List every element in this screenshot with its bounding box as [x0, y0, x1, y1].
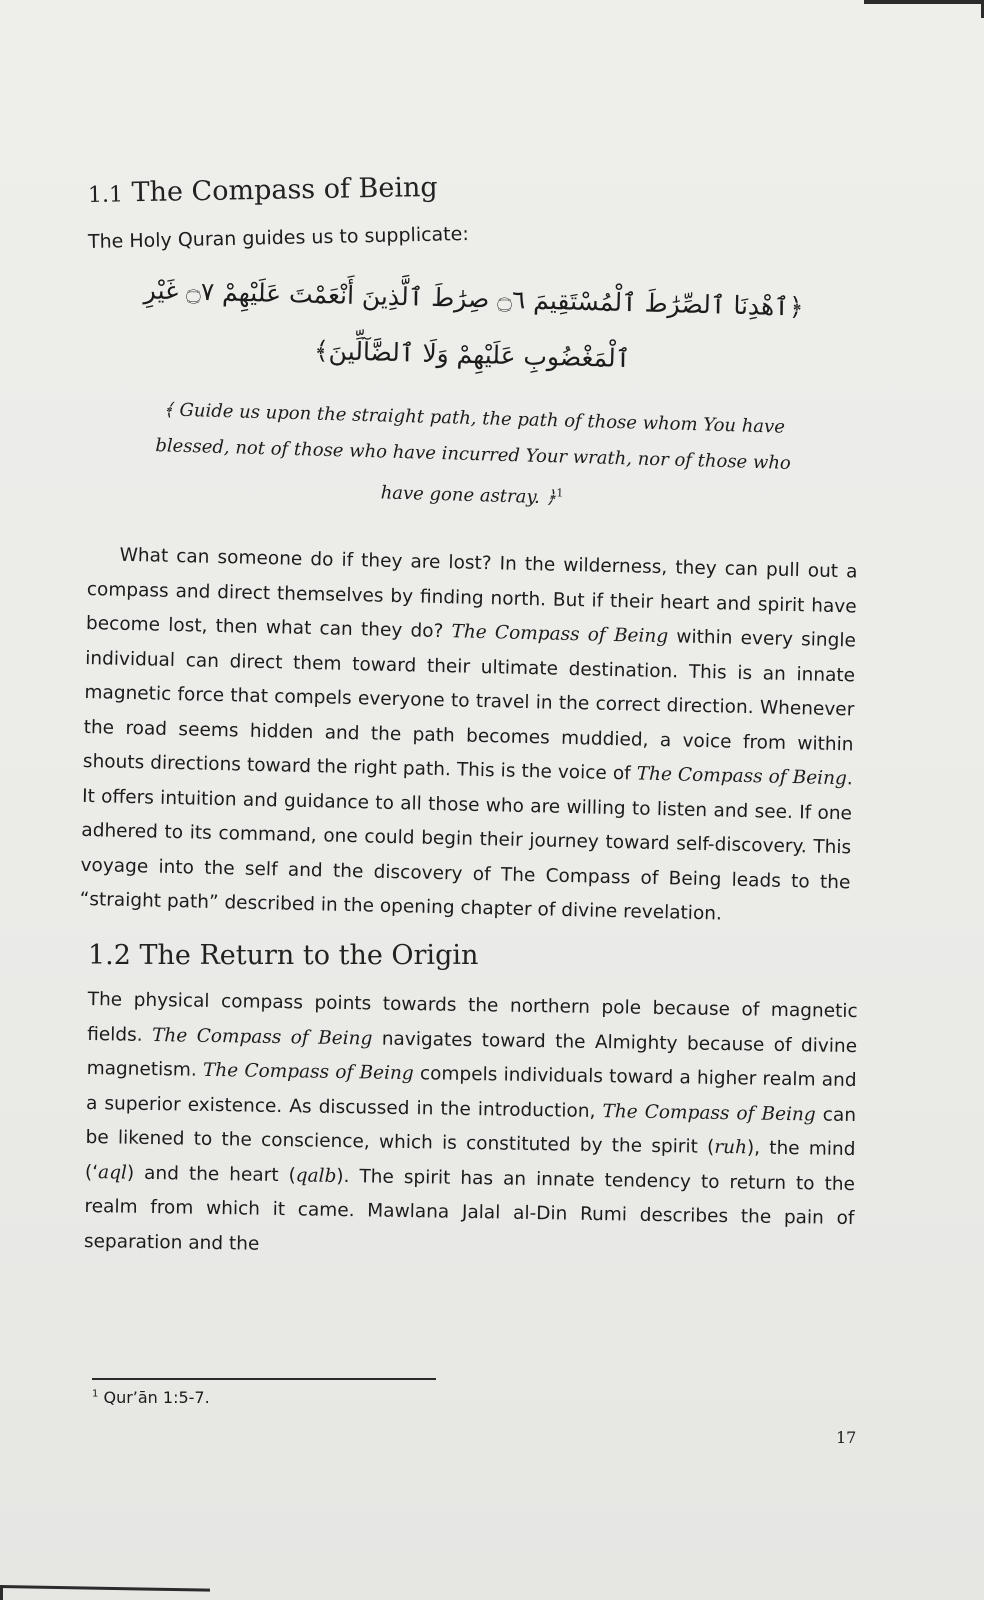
italic-term: qalb: [295, 1164, 337, 1186]
section-title: The Compass of Being: [131, 171, 438, 209]
arabic-verse-line-2: ٱلْمَغْضُوبِ عَلَيْهِمْ وَلَا ٱلضَّآلِّينَ﴾: [313, 335, 631, 374]
paragraph-text: ). The spirit has an innate tendency to return to the realm from which it came. Mawlana Jalal al-Din Rumi describes the pain of separation and the: [83, 1164, 856, 1254]
footnote: [92, 1388, 210, 1407]
section-heading-1-2: 1.2 The Return to the Origin: [88, 939, 479, 971]
italic-term: aql: [97, 1161, 128, 1183]
paragraph-text: The physical compass points towards the northern pole because of magnetic fields.: [87, 988, 858, 1046]
italic-term: The Compass of Being: [636, 763, 848, 790]
paragraph-text: ), the mind (‘: [84, 1136, 856, 1183]
page-number: 17: [836, 1428, 857, 1447]
arabic-verse: [87, 261, 860, 393]
paragraph-text: . It offers intuition and guidance to all those who are willing to listen and see. If one adhered to its command, one could begin their journey toward self-discovery. This voyage into the self and the discovery of The Compass of Being leads to the “straight path” described in the opening chapter of divine revelation.: [79, 768, 853, 925]
page-content: [79, 171, 858, 1259]
footnote-divider: [92, 1378, 436, 1380]
page-edge-top: [864, 0, 984, 4]
section-heading-1-1: [88, 165, 858, 209]
verse-translation-text: ﴾ Guide us upon the straight path, the path of those whom You have blessed, not of those who have incurred Your wrath, nor of those who have gone astray. ﴿: [155, 399, 792, 509]
italic-term: ruh: [714, 1136, 748, 1158]
paragraph-compass: [79, 538, 857, 935]
italic-term: The Compass of Being: [451, 621, 669, 648]
italic-term: The Compass of Being: [151, 1024, 373, 1049]
paragraph-text: compels individuals toward a higher realm and a superior existence. As discussed in the introduction,: [85, 1062, 857, 1122]
italic-term: The Compass of Being: [602, 1100, 816, 1125]
footnote-text: Qur’ān 1:5-7.: [103, 1388, 210, 1407]
paragraph-text: within every single individual can direct them toward their ultimate destination. This is an innate magnetic force that compels everyone to travel in the correct direction. Whenever the road seems hidden and the path becomes muddied, a voice from within shouts directions toward the right path. This is the voice of: [82, 626, 857, 785]
paragraph-return: [84, 983, 858, 1271]
paragraph-text: can be likened to the conscience, which is constituted by the spirit (: [85, 1103, 857, 1158]
intro-line: The Holy Quran guides us to supplicate:: [87, 223, 469, 253]
section-number: 1.1: [87, 182, 124, 208]
page-edge-bottom: [0, 1585, 210, 1592]
verse-translation: [142, 392, 805, 523]
page-edge-bottom-tick: [0, 1586, 3, 1600]
footnote-reference[interactable]: 1: [556, 486, 564, 500]
italic-term: The Compass of Being: [202, 1059, 414, 1084]
paragraph-text: navigates toward the Almighty because of divine magnetism.: [86, 1027, 858, 1081]
paragraph-text: What can someone do if they are lost? In the wilderness, they can pull out a compass and direct themselves by finding north. But if their heart and spirit have become lost, then what can they do?: [85, 544, 858, 643]
footnote-number: 1: [92, 1388, 99, 1400]
paragraph-text: ) and the heart (: [126, 1161, 296, 1186]
arabic-verse-line-1: ﴿ٱهْدِنَا ٱلصِّرَٰطَ ٱلْمُسْتَقِيمَ ۝٦ صِرَٰطَ ٱلَّذِينَ أَنْعَمْتَ عَلَيْهِمْ ۝٧ غَيْرِ: [143, 275, 804, 322]
paragraph-indent: [88, 560, 120, 561]
